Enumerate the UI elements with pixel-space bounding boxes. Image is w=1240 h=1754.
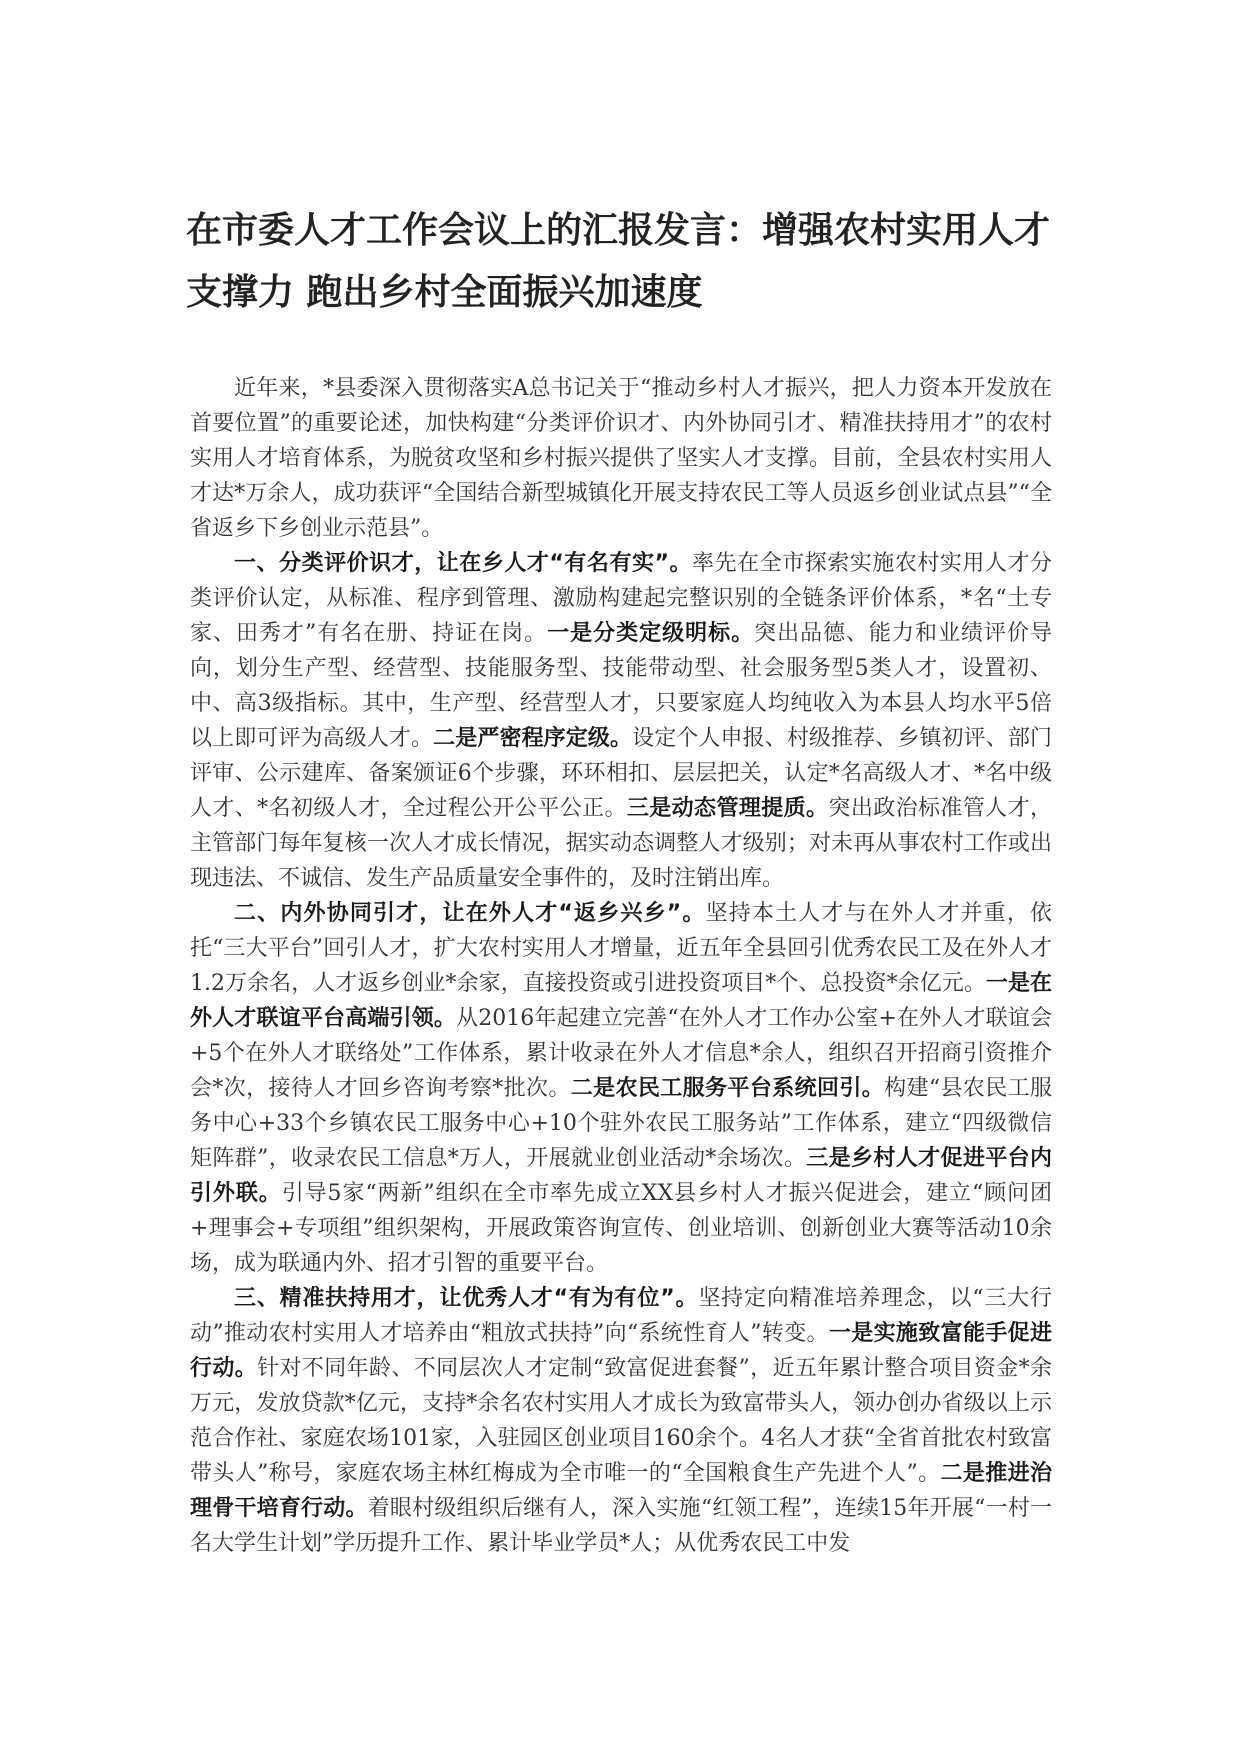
bold-heading-text: 二是严密程序定级。	[433, 726, 633, 751]
bold-heading-text: 三是动态管理提质。	[626, 796, 829, 821]
paragraph-text: 构建“县农民工服务中心+33个乡镇农民工服务中心+10个驻外农民工服务站”工作体系，建立“四级微信矩阵群”，收录农民工信息*万人，开展就业创业活动*余场次。	[190, 1076, 1052, 1171]
body-paragraph	[190, 896, 1052, 1281]
document-title: 在市委人才工作会议上的汇报发言：增强农村实用人才支撑力 跑出乡村全面振兴加速度	[186, 210, 1051, 313]
paragraph-text: 设定个人申报、村级推荐、乡镇初评、部门评审、公示建库、备案颁证6个步骤，环环相扣、层层把关，认定*名高级人才、*名中级人才、*名初级人才，全过程公开公平公正。	[190, 726, 1052, 821]
bold-heading-text: 一是分类定级明标。	[547, 621, 755, 646]
paragraph-text: 突出政治标准管人才，主管部门每年复核一次人才成长情况，据实动态调整人才级别；对未再从事农村工作或出现违法、不诚信、发生产品质量安全事件的，及时注销出库。	[190, 796, 1052, 891]
body-paragraph	[190, 1281, 1052, 1561]
body-paragraph	[190, 371, 1052, 546]
paragraph-text: 针对不同年龄、不同层次人才定制“致富促进套餐”，近五年累计整合项目资金*余万元，发放贷款*亿元，支持*余名农村实用人才成长为致富带头人，领办创办省级以上示范合作社、家庭农场101家，入驻园区创业项目160余个。4名人才获“全省首批农村致富带头人”称号，家庭农场主林红梅成为全市唯一的“全国粮食生产先进个人”。	[190, 1356, 1052, 1486]
bold-heading-text: 一是在外人才联谊平台高端引领。	[190, 971, 1052, 1031]
paragraph-text: 坚持本土人才与在外人才并重，依托“三大平台”回引人才，扩大农村实用人才增量，近五年全县回引优秀农民工及在外人才1.2万余名，人才返乡创业*余家，直接投资或引进投资项目*个、总投资*余亿元。	[190, 901, 1052, 996]
bold-heading-text: 三是乡村人才促进平台内引外联。	[190, 1146, 1052, 1206]
paragraph-text: 突出品德、能力和业绩评价导向，划分生产型、经营型、技能服务型、技能带动型、社会服务型5类人才，设置初、中、高3级指标。其中，生产型、经营型人才，只要家庭人均纯收入为本县人均水平5倍以上即可评为高级人才。	[190, 621, 1052, 751]
bold-heading-text: 一是实施致富能手促进行动。	[190, 1321, 1052, 1381]
bold-heading-text: 二、内外协同引才，让在外人才“返乡兴乡”。	[234, 901, 706, 926]
paragraph-text: 引导5家“两新”组织在全市率先成立XX县乡村人才振兴促进会，建立“顾问团+理事会+专项组”组织架构，开展政策咨询宣传、创业培训、创新创业大赛等活动10余场，成为联通内外、招才引智的重要平台。	[190, 1181, 1052, 1276]
paragraph-text: 率先在全市探索实施农村实用人才分类评价认定，从标准、程序到管理、激励构建起完整识别的全链条评价体系，*名“土专家、田秀才”有名在册、持证在岗。	[190, 551, 1052, 646]
bold-heading-text: 三、精准扶持用才，让优秀人才“有为有位”。	[234, 1286, 699, 1311]
document-body	[190, 371, 1052, 1561]
paragraph-text: 近年来，*县委深入贯彻落实A总书记关于“推动乡村人才振兴，把人力资本开发放在首要位置”的重要论述，加快构建“分类评价识才、内外协同引才、精准扶持用才”的农村实用人才培育体系，为脱贫攻坚和乡村振兴提供了坚实人才支撑。目前，全县农村实用人才达*万余人，成功获评“全国结合新型城镇化开展支持农民工等人员返乡创业试点县”“全省返乡下乡创业示范县”。	[190, 376, 1052, 541]
bold-heading-text: 一、分类评价识才，让在乡人才“有名有实”。	[234, 551, 693, 576]
body-paragraph	[190, 546, 1052, 896]
paragraph-text: 从2016年起建立完善“在外人才工作办公室+在外人才联谊会+5个在外人才联络处”工作体系，累计收录在外人才信息*余人，组织召开招商引资推介会*次，接待人才回乡咨询考察*批次。	[190, 1006, 1052, 1101]
paragraph-text: 坚持定向精准培养理念，以“三大行动”推动农村实用人才培养由“粗放式扶持”向“系统性育人”转变。	[190, 1286, 1053, 1346]
bold-heading-text: 二是推进治理骨干培育行动。	[190, 1461, 1052, 1521]
paragraph-text: 着眼村级组织后继有人，深入实施“红领工程”，连续15年开展“一村一名大学生计划”学历提升工作、累计毕业学员*人；从优秀农民工中发	[190, 1496, 1052, 1556]
bold-heading-text: 二是农民工服务平台系统回引。	[570, 1076, 885, 1101]
